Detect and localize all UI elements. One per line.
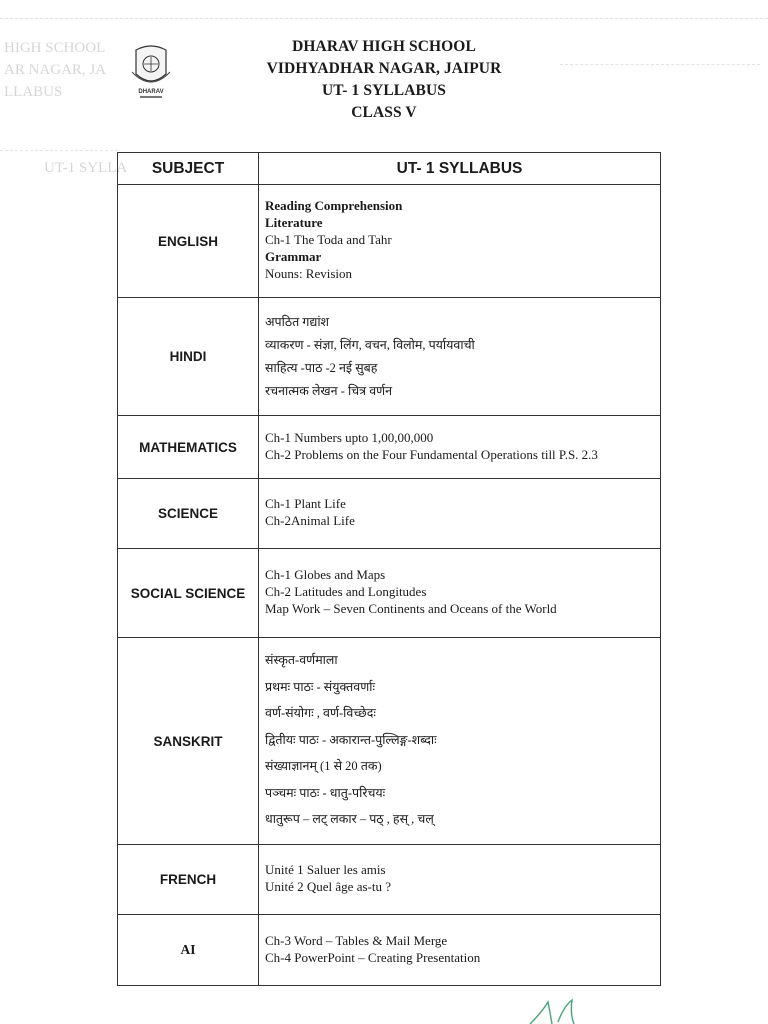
syllabus-line: अपठित गद्यांश — [265, 314, 330, 329]
table-row — [118, 479, 661, 549]
syllabus-line: Ch-1 The Toda and Tahr — [265, 232, 392, 247]
bleed-through-line — [0, 18, 768, 19]
syllabus-line: Literature — [265, 215, 323, 230]
syllabus-table — [117, 152, 661, 986]
syllabus-line: धातुरूप – लट् लकार – पठ् , हस् , चल् — [265, 812, 434, 827]
syllabus-line: संख्याज्ञानम् (1 से 20 तक) — [265, 759, 382, 774]
table-header-row — [118, 153, 661, 185]
syllabus-line: द्वितीयः पाठः - अकारान्त-पुल्लिङ्ग-शब्दाः — [265, 732, 437, 747]
bleed-through-text: HIGH SCHOOL — [4, 40, 106, 56]
school-address: VIDHYADHAR NAGAR, JAIPUR — [266, 60, 502, 77]
syllabus-cell — [259, 549, 661, 638]
school-name: DHARAV HIGH SCHOOL — [292, 38, 476, 55]
class-title: CLASS V — [351, 104, 417, 121]
syllabus-line: Ch-1 Globes and Maps — [265, 567, 386, 582]
syllabus-cell — [259, 638, 661, 845]
document-header — [0, 36, 768, 124]
syllabus-cell — [259, 479, 661, 549]
subject-cell: AI — [118, 915, 259, 986]
syllabus-line: प्रथमः पाठः - संयुक्तवर्णाः — [265, 679, 376, 694]
table-row — [118, 638, 661, 845]
column-header-subject: SUBJECT — [118, 153, 259, 185]
subject-cell: FRENCH — [118, 845, 259, 915]
syllabus-line: Ch-3 Word – Tables & Mail Merge — [265, 932, 448, 948]
syllabus-cell — [259, 416, 661, 479]
subject-cell: SOCIAL SCIENCE — [118, 549, 259, 638]
column-header-syllabus: UT- 1 SYLLABUS — [259, 153, 661, 185]
bleed-through-text: UT-1 SYLLA — [44, 160, 128, 176]
syllabus-line: Ch-2 Latitudes and Longitudes — [265, 584, 427, 599]
bleed-through-text: AR NAGAR, JA — [4, 62, 107, 78]
syllabus-line: साहित्य -पाठ -2 नई सुबह — [265, 360, 378, 375]
syllabus-cell — [259, 915, 661, 986]
subject-cell: SANSKRIT — [118, 638, 259, 845]
syllabus-line: वर्ण-संयोगः , वर्ण-विच्छेदः — [265, 706, 376, 721]
table-row — [118, 416, 661, 479]
table-row — [118, 185, 661, 298]
syllabus-line: Ch-1 Plant Life — [265, 496, 346, 511]
syllabus-line: Reading Comprehension — [265, 198, 403, 213]
syllabus-line: Ch-2 Problems on the Four Fundamental Operations till P.S. 2.3 — [265, 446, 598, 462]
syllabus-line: Unité 2 Quel âge as-tu ? — [265, 879, 391, 894]
table-row — [118, 298, 661, 416]
subject-cell: HINDI — [118, 298, 259, 416]
syllabus-line: संस्कृत-वर्णमाला — [265, 653, 338, 668]
subject-cell: ENGLISH — [118, 185, 259, 298]
syllabus-line: Map Work – Seven Continents and Oceans of the World — [265, 601, 557, 616]
svg-text:DHARAV: DHARAV — [138, 89, 164, 95]
syllabus-cell — [259, 845, 661, 915]
bleed-through-line — [0, 150, 118, 151]
syllabus-cell — [259, 298, 661, 416]
syllabus-line: Ch-1 Numbers upto 1,00,00,000 — [265, 429, 434, 445]
handwritten-signature-icon — [528, 998, 588, 1024]
syllabus-cell — [259, 185, 661, 298]
syllabus-line: Grammar — [265, 249, 322, 264]
table-row — [118, 549, 661, 638]
syllabus-line: Unité 1 Saluer les amis — [265, 862, 386, 877]
exam-title: UT- 1 SYLLABUS — [321, 82, 446, 99]
bleed-through-text: LLABUS — [4, 84, 63, 100]
subject-cell: MATHEMATICS — [118, 416, 259, 479]
syllabus-line: Ch-2Animal Life — [265, 513, 355, 528]
syllabus-line: पञ्चमः पाठः - धातु-परिचयः — [265, 785, 386, 800]
table-row — [118, 845, 661, 915]
syllabus-line: Ch-4 PowerPoint – Creating Presentation — [265, 949, 481, 965]
table-row — [118, 915, 661, 986]
syllabus-line: Nouns: Revision — [265, 266, 353, 281]
syllabus-line: व्याकरण - संज्ञा, लिंग, वचन, विलोम, पर्यायवाची — [265, 337, 475, 352]
subject-cell: SCIENCE — [118, 479, 259, 549]
syllabus-line: रचनात्मक लेखन - चित्र वर्णन — [265, 383, 393, 398]
